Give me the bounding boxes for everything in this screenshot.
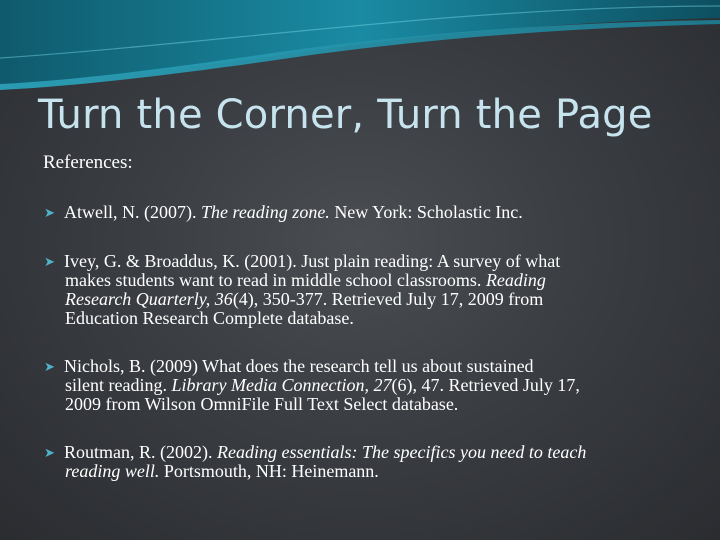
arrow-bullet-icon: ➤	[44, 205, 55, 220]
reference-item-nichols: ➤ Nichols, B. (2009) What does the research tell us about sustained silent reading. Library Media Connection, 27(6), 47. Retrieved July 17, 2009 from Wilson OmniFile Full Text Select database.	[44, 356, 580, 414]
header-swoosh-decoration	[0, 0, 720, 90]
references-heading: References:	[43, 152, 133, 173]
arrow-bullet-icon: ➤	[44, 254, 55, 269]
arrow-bullet-icon: ➤	[44, 445, 55, 460]
arrow-bullet-icon: ➤	[44, 359, 55, 374]
reference-item-atwell: ➤ Atwell, N. (2007). The reading zone. New York: Scholastic Inc.	[44, 202, 523, 222]
reference-item-routman: ➤ Routman, R. (2002). Reading essentials: The specifics you need to teach reading well. Portsmouth, NH: Heinemann.	[44, 442, 587, 481]
slide-title: Turn the Corner, Turn the Page	[38, 92, 653, 138]
reference-item-ivey: ➤ Ivey, G. & Broaddus, K. (2001). Just plain reading: A survey of what makes students want to read in middle school classrooms. Reading Research Quarterly, 36(4), 350-377. Retrieved July 17, 2009 from Education Research Complete database.	[44, 251, 561, 328]
